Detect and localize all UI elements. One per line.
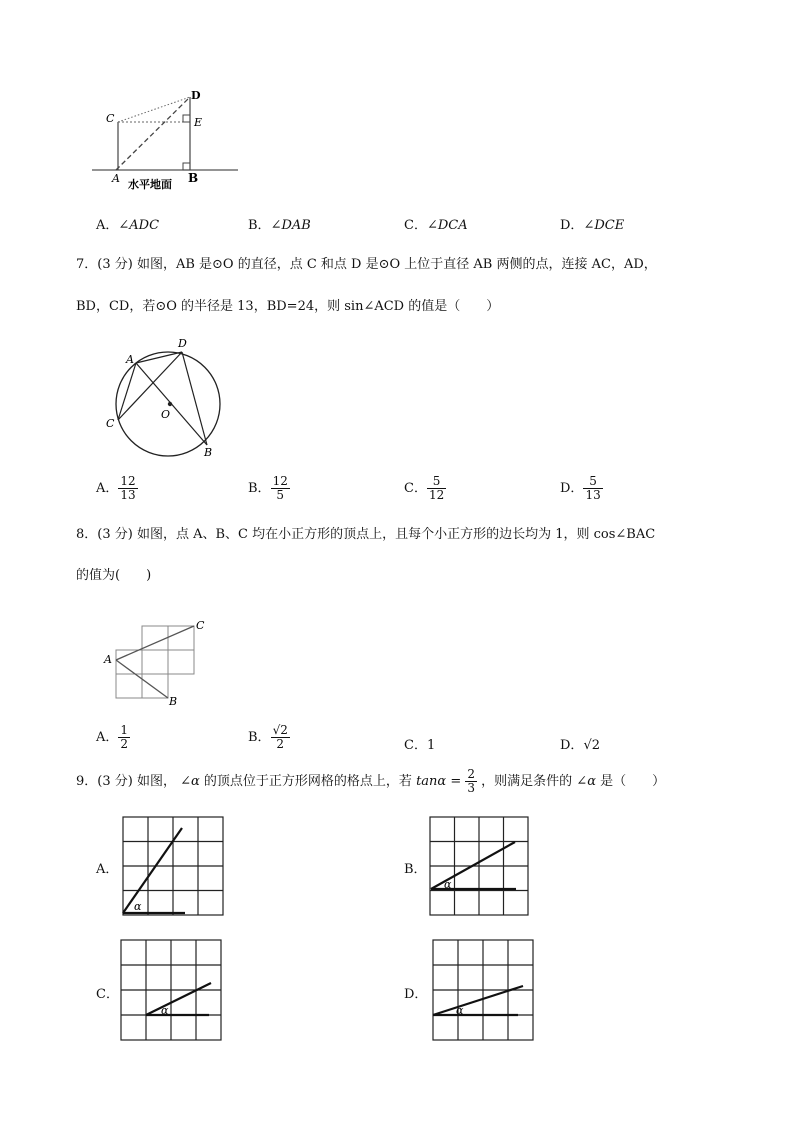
right-angle-b [183, 163, 190, 170]
fraction: $\frac{5}{12}$ [428, 474, 445, 502]
q9-grid-b[interactable] [429, 816, 531, 918]
ray-slanted [146, 983, 211, 1015]
fraction: $\frac{12}{13}$ [120, 474, 136, 502]
q8-stem-line1: 8．(3 分) 如图，点 A、B、C 均在小正方形的顶点上，且每个小正方形的边长均为 1，则 cos∠BAC [76, 527, 656, 542]
q6-option-b[interactable]: B．∠DAB [248, 218, 311, 233]
q6-option-a[interactable]: A．∠ADC [96, 218, 160, 233]
q6-option-c[interactable]: C．∠DCA [404, 218, 468, 233]
fraction: $\frac{1}{2}$ [120, 723, 129, 751]
q9-option-c[interactable]: C． [96, 987, 119, 1002]
q6-figure [90, 85, 240, 195]
alpha-label: α [134, 900, 142, 913]
label-a: A [112, 172, 120, 185]
label-o: O [161, 408, 171, 421]
label-a: A [104, 653, 112, 666]
alpha-label: α [456, 1004, 464, 1017]
label-b: B [204, 446, 213, 459]
fraction: $\frac{12}{5}$ [272, 474, 288, 502]
line-ad [116, 97, 190, 170]
label-a: A [126, 353, 134, 366]
q8-stem-line2: 的值为( ) [76, 568, 152, 583]
center-dot [168, 402, 172, 406]
line-cd [118, 97, 190, 122]
q8-grid-figure [100, 612, 220, 712]
chord-ad [136, 352, 182, 363]
right-angle-e [183, 115, 190, 122]
label-ground: 水平地面 [128, 178, 172, 191]
q6-option-d[interactable]: D．∠DCE [560, 218, 625, 233]
q9-grid-d[interactable] [432, 939, 536, 1043]
label-b: B [169, 695, 178, 708]
fraction: $\frac{2}{3}$ [467, 767, 475, 795]
label-e: E [194, 116, 203, 129]
q9-option-a[interactable]: A． [96, 862, 119, 877]
q8-option-d[interactable]: D．√2 [560, 738, 600, 753]
q7-option-a[interactable]: A． $\frac{12}{13}$ [96, 474, 136, 502]
q8-option-a[interactable]: A． $\frac{1}{2}$ [96, 723, 129, 751]
label-d: D [178, 337, 187, 350]
q7-stem-line2: BD，CD，若⊙O 的半径是 13，BD=24，则 sin∠ACD 的值是（ ） [76, 299, 500, 314]
q9-option-d[interactable]: D． [404, 987, 428, 1002]
q9-grid-a[interactable] [122, 816, 226, 918]
q7-option-b[interactable]: B． $\frac{12}{5}$ [248, 474, 288, 502]
grid-cells [116, 626, 194, 698]
q8-option-c[interactable]: C．1 [404, 738, 436, 753]
q9-stem: 9．(3 分) 如图， ∠α 的顶点位于正方形网格的格点上，若 tanα = $\frac{2}{3}$ ，则满足条件的 ∠α 是（ ） [76, 767, 666, 795]
label-c: C [106, 417, 115, 430]
q7-option-c[interactable]: C． $\frac{5}{12}$ [404, 474, 445, 502]
q7-option-d[interactable]: D． $\frac{5}{13}$ [560, 474, 601, 502]
q9-option-b[interactable]: B． [404, 862, 427, 877]
alpha-label: α [444, 878, 452, 891]
segment-ac [116, 626, 194, 660]
alpha-label: α [161, 1004, 169, 1017]
label-b: B [188, 171, 199, 185]
label-c: C [196, 619, 205, 632]
q9-grid-c[interactable] [120, 939, 224, 1043]
q7-circle-figure [100, 332, 230, 462]
fraction: $\frac{√2}{2}$ [272, 723, 288, 751]
fraction: $\frac{5}{13}$ [585, 474, 601, 502]
q8-option-b[interactable]: B． $\frac{√2}{2}$ [248, 723, 288, 751]
q7-stem-line1: 7．(3 分) 如图，AB 是⊙O 的直径，点 C 和点 D 是⊙O 上位于直径 AB 两侧的点，连接 AC，AD， [76, 257, 657, 272]
label-c: C [106, 112, 115, 125]
label-d: D [191, 89, 201, 102]
